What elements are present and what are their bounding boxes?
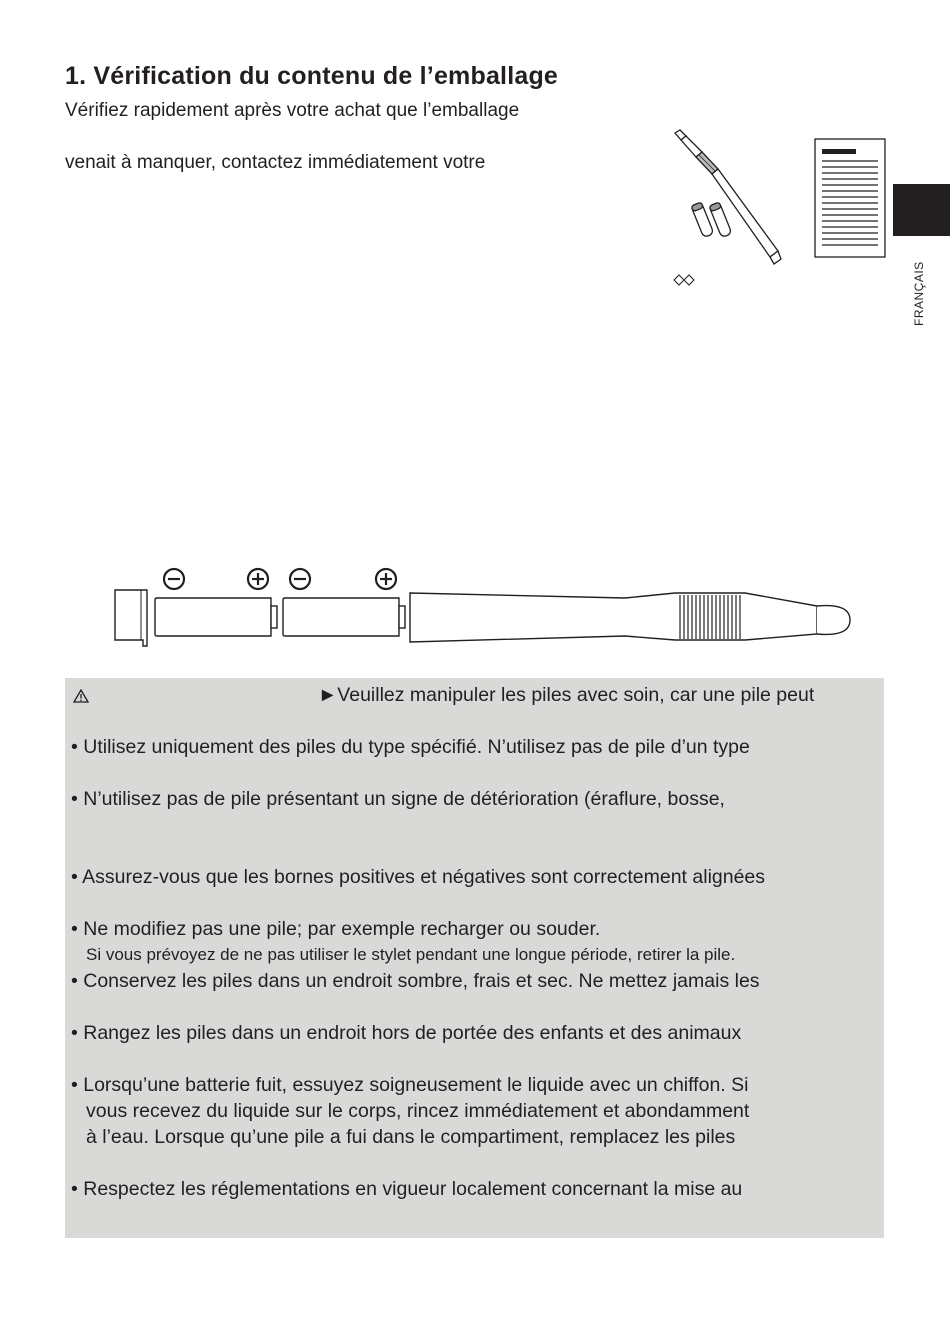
language-label: FRANÇAIS bbox=[912, 261, 926, 326]
package-contents-figure bbox=[660, 125, 890, 290]
battery-cap bbox=[115, 590, 147, 646]
caution-item: • Ne modifiez pas une pile; par exemple recharger ou souder. bbox=[71, 918, 601, 940]
battery-count-icon bbox=[674, 275, 694, 285]
caution-item: • Rangez les piles dans un endroit hors de portée des enfants et des animaux bbox=[71, 1022, 742, 1044]
caution-item: • Conservez les piles dans un endroit sombre, frais et sec. Ne mettez jamais les bbox=[71, 970, 760, 992]
battery-1 bbox=[155, 598, 271, 636]
document-icon bbox=[815, 139, 885, 257]
caution-note: Si vous prévoyez de ne pas utiliser le stylet pendant une longue période, retirer la pile. bbox=[86, 945, 736, 964]
caution-item-continued: vous recevez du liquide sur le corps, rincez immédiatement et abondamment bbox=[86, 1100, 750, 1122]
caution-item: • Respectez les réglementations en vigueur localement concernant la mise au bbox=[71, 1178, 743, 1200]
caution-item: • N’utilisez pas de pile présentant un signe de détérioration (éraflure, bosse, bbox=[71, 788, 725, 810]
minus-symbol bbox=[290, 569, 310, 589]
battery-insertion-diagram bbox=[105, 560, 865, 655]
warning-triangle-icon bbox=[73, 689, 89, 703]
pen-body bbox=[410, 593, 817, 642]
battery-icon bbox=[691, 202, 732, 238]
minus-symbol bbox=[164, 569, 184, 589]
intro-line: Vérifiez rapidement après votre achat que l’emballage bbox=[65, 100, 520, 121]
language-tab bbox=[893, 184, 950, 236]
plus-symbol bbox=[248, 569, 268, 589]
caution-lead: ►Veuillez manipuler les piles avec soin, car une pile peut bbox=[318, 684, 815, 706]
caution-item: • Lorsqu’une batterie fuit, essuyez soigneusement le liquide avec un chiffon. Si bbox=[71, 1074, 749, 1096]
caution-box bbox=[65, 678, 884, 1238]
intro-line: venait à manquer, contactez immédiatement votre bbox=[65, 152, 486, 173]
section-title: 1. Vérification du contenu de l’emballage bbox=[65, 62, 559, 90]
plus-symbol bbox=[376, 569, 396, 589]
pen-tip bbox=[817, 606, 850, 635]
stylus-icon bbox=[675, 130, 781, 264]
caution-item: • Assurez-vous que les bornes positives et négatives sont correctement alignées bbox=[71, 866, 766, 888]
caution-item: • Utilisez uniquement des piles du type spécifié. N’utilisez pas de pile d’un type bbox=[71, 736, 750, 758]
caution-item-continued: à l’eau. Lorsque qu’une pile a fui dans le compartiment, remplacez les piles bbox=[86, 1126, 736, 1148]
battery-2 bbox=[283, 598, 399, 636]
